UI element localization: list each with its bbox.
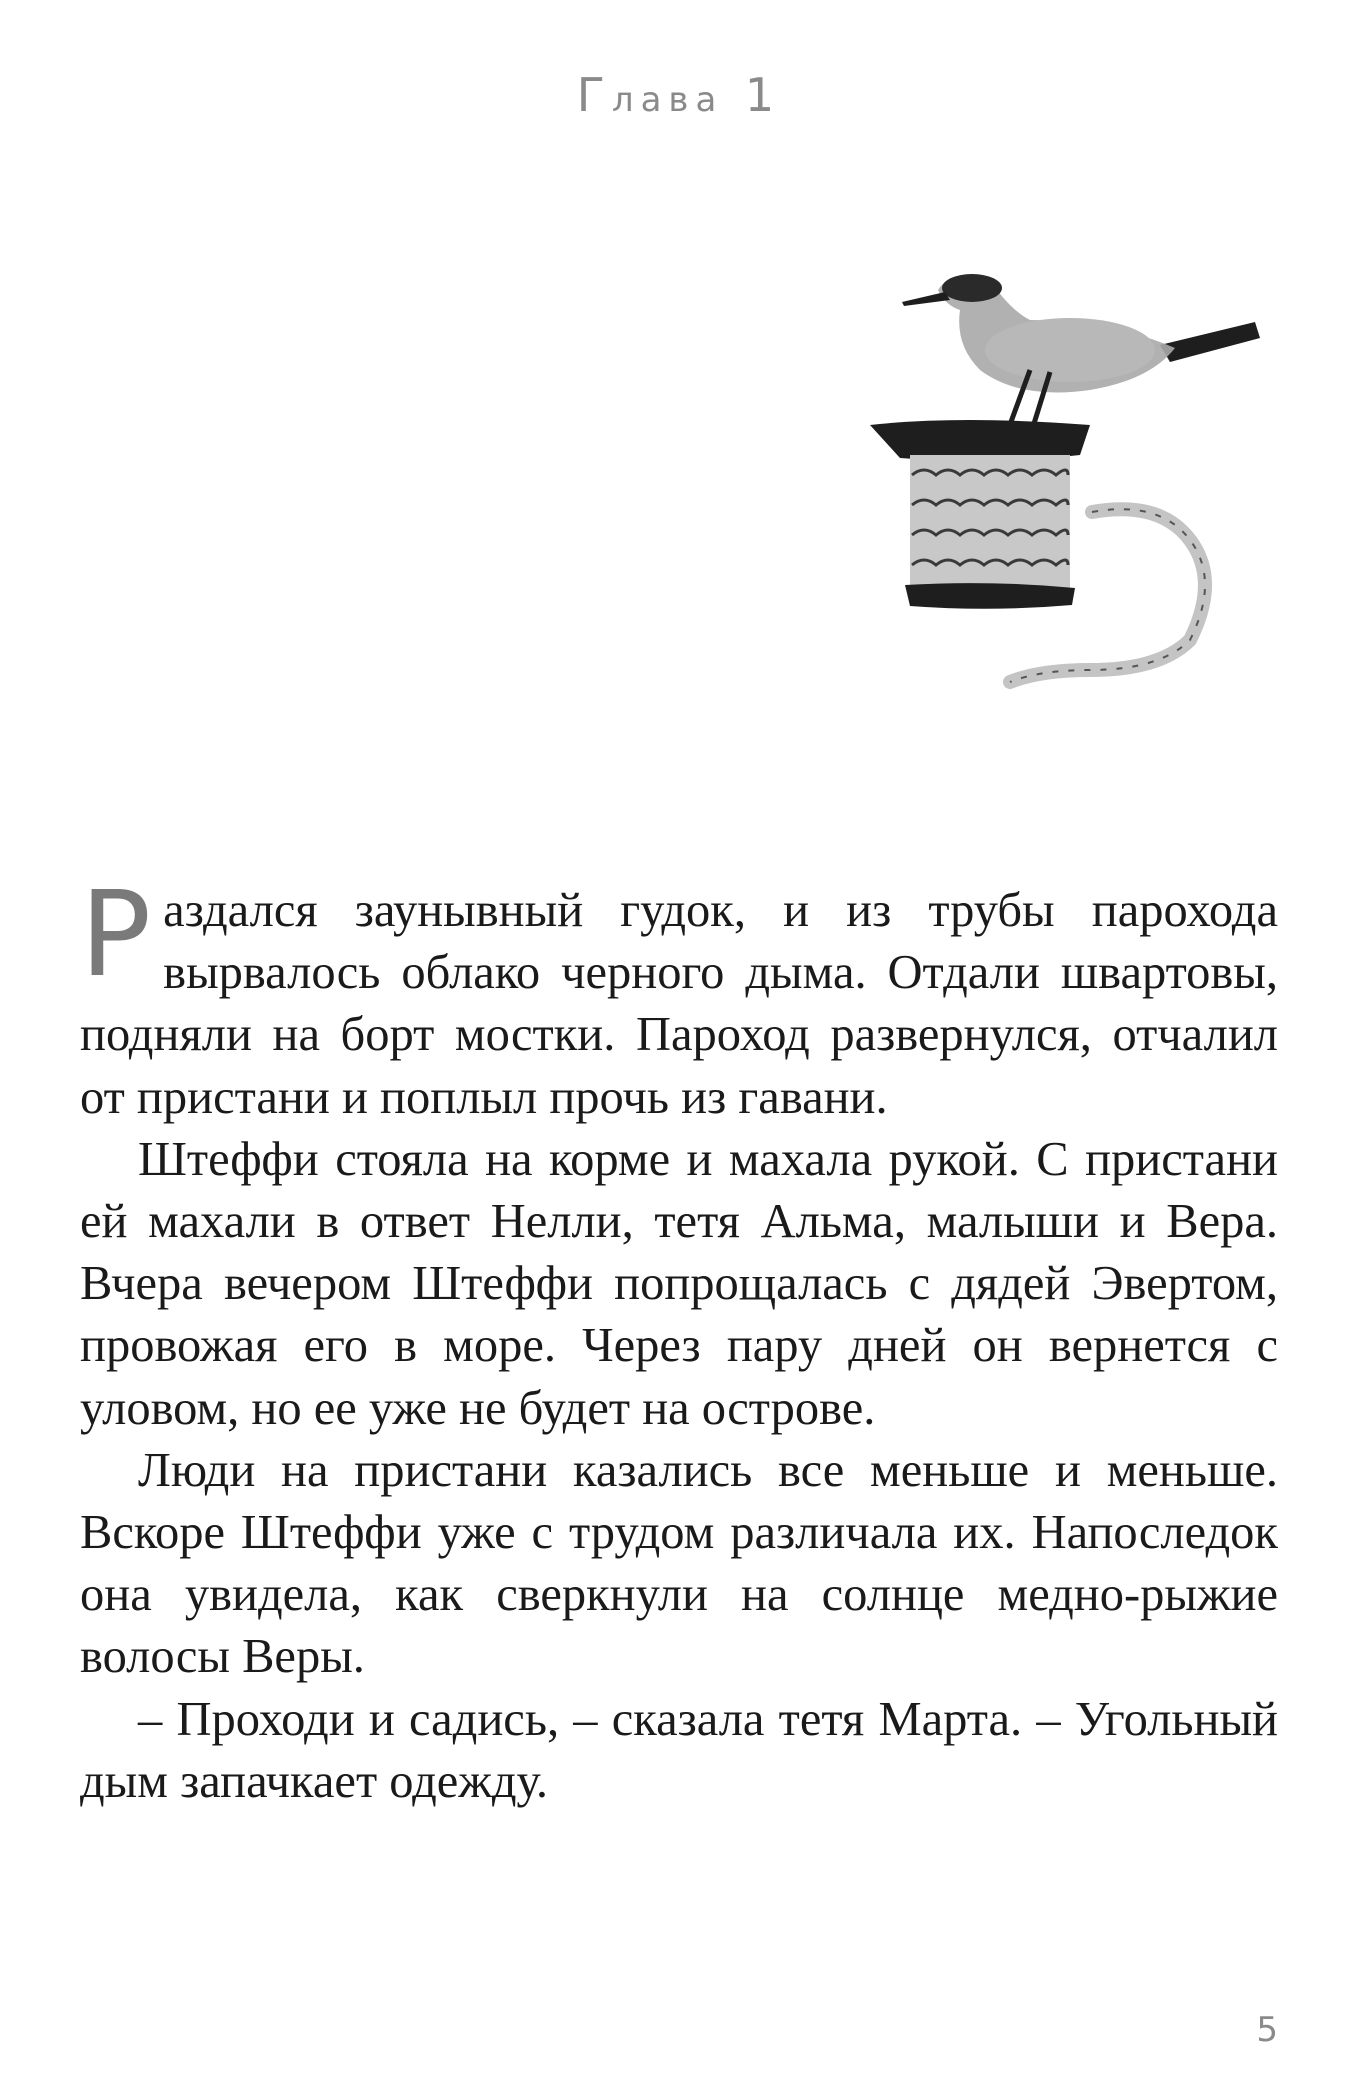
page-number: 5 [1256, 2010, 1278, 2050]
chapter-initial: Г [576, 68, 612, 122]
paragraph-2: Штеффи стояла на корме и махала рукой. С пристани ей махали в ответ Нелли, тетя Альма, малыши и Вера. Вчера вечером Штеффи попрощалась с дядей Эвертом, провожая его в море. Через пару дней он вернется с уловом, но ее уже не будет на острове. [80, 1132, 1278, 1435]
paragraph-4: – Проходи и садись, – сказала тетя Марта. – Угольный дым запачкает одежду. [80, 1692, 1278, 1808]
chapter-word: лава [611, 80, 724, 120]
body-text [80, 865, 1278, 1813]
paragraph-3: Люди на пристани казались все меньше и меньше. Вскоре Штеффи уже с трудом различала их. Напоследок она увидела, как сверкнули на солнце медно-рыжие волосы Веры. [80, 1443, 1278, 1684]
paragraph-text: аздался заунывный гудок, и из трубы парохода вырвалось облако черного дыма. Отдали швартовы, подняли на борт мостки. Пароход развернулся, отчалил от пристани и поплыл прочь из гавани. [80, 884, 1278, 1124]
chapter-heading [0, 68, 1358, 122]
paragraph-1 [80, 865, 1278, 1129]
chapter-number: 1 [744, 68, 782, 122]
bird-on-spool-icon [860, 250, 1330, 810]
drop-cap: Р [80, 865, 152, 1003]
